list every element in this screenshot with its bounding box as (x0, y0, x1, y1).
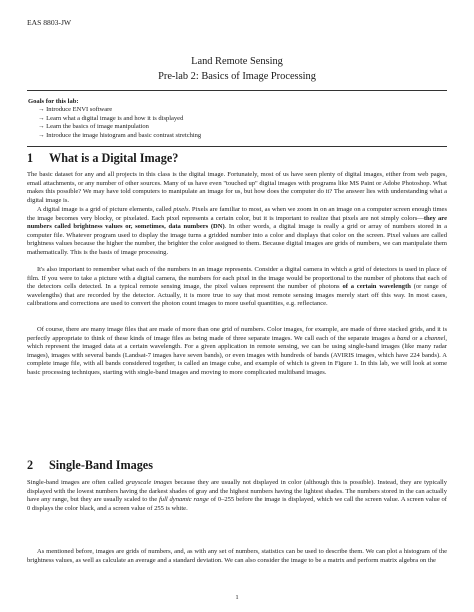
emphasis: full dynamic range (158, 496, 209, 504)
bold-text: of a certain wavelength (342, 283, 411, 291)
emphasis: grayscale images (125, 479, 173, 486)
paragraph: A digital image is a grid of picture elements, called pixels. Pixels are familiar to most, as when we zoom in on an image on a computer screen enough times the image becomes very blocky, or pixelated. Each pixel represents a certain color, but it is important to realize that pixels are not simply colors—they are numbers called brightness values or, sometimes, data numbers (DN). In other words, a digital image is really a grid or array of numbers stored in a computer file. Whatever program used to display the image turns a gridded number into a color and displays that color on the screen. Pixel values are called brightness values because the higher the number, the brighter the color assigned to them. Because digital images are grids of numbers, we can manipulate them mathematically. This is the basis of image processing. (27, 206, 448, 256)
goal-item: → Introduce the image histogram and basic contrast stretching (38, 131, 202, 139)
section-title: Single-Band Images (49, 458, 153, 472)
section-heading-2 (27, 458, 153, 473)
section-title: What is a Digital Image? (49, 151, 179, 165)
goal-item: → Learn the basics of image manipulation (38, 123, 149, 131)
paragraph: It's also important to remember what each of the numbers in an image represents. Consider a digital camera in which a grid of detectors is used in place of film. If you were to take a picture with a digital camera, the numbers for each pixel in the image would be proportional to the number of photons that each of the detectors cells detected. In a typical remote sensing image, the pixel values represent the number of photons of a certain wavelength (or range of wavelengths) that are recorded by the detector. Actually, it is more true to say that most remote sensing images merely start off this way. In most cases, calibrations and corrections are used to convert the photon count images to more useful quantities, e.g. reflectance. (27, 266, 447, 308)
document-subtitle: Pre-lab 2: Basics of Image Processing (158, 71, 316, 82)
bottom-rule (27, 146, 447, 147)
paragraph: As mentioned before, images are grids of numbers, and, as with any set of numbers, statistics can be used to describe them. We can plot a histogram of the brightness values, as well as calculate an average and a standard deviation. We can also consider the image to be a matrix and perform matrix algebra on the (27, 548, 447, 564)
goal-item: → Learn what a digital image is and how it is displayed (38, 114, 184, 122)
section-number: 2 (27, 458, 34, 472)
top-rule (27, 90, 447, 91)
goals-list (38, 106, 201, 140)
bold-text: they are numbers called brightness values or, sometimes, data numbers (DN) (27, 214, 448, 231)
goal-item: → Introduce ENVI software (38, 106, 113, 113)
section-heading-1 (27, 151, 178, 166)
page-number: 1 (235, 594, 239, 601)
emphasis: band (396, 334, 411, 342)
paragraph: The basic dataset for any and all projects in this class is the digital image. Fortunately, most of us have seen plenty of digital images, either from web pages, email attachments, or any number of other sources. Many of us have even "touched up" digital images with programs like MS Paint or Adobe Photoshop. What makes this possible? We may have told computers to manipulate an image for us, but how does the computer do it? The answer lies with understanding what a digital image is. (27, 171, 447, 204)
paragraph: Single-band images are often called grayscale images because they are usually not displayed in color (although this is possible). Instead, they are typically displayed with the lowest numbers having the darkest shades of gray and the highest numbers having the lightest shades. The numbers stored in the can actually have any range, but they are usually scaled to the full dynamic range of 0–255 before the image is displayed, which we call the screen value. A screen value of 0 displays the color black, and a screen value of 255 is white. (27, 479, 447, 512)
course-code: EAS 8803-JW (27, 18, 72, 27)
emphasis: channel (424, 334, 446, 342)
paragraph: Of course, there are many image files that are made of more than one grid of numbers. Color images, for example, are made of three stacked grids, and it is perfectly appropriate to think of these kinds of image files as being made of three separate images. We call each of the separate images a band or a channel, which represent the imaged data at a certain wavelength. For a given application in remote sensing, we can be using single-band images (like many radar images), images with several bands (Landsat-7 images have seven bands), or even images with hundreds of bands (AVIRIS images, which have 224 bands). A complete image file, with all bands considered together, is called an image cube, and example of which is given in Figure 1. In this lab, we will look at some basic processing techniques, starting with single-band images and moving to more complicated multiband images. (27, 326, 447, 376)
section-number: 1 (27, 151, 34, 165)
document-title: Land Remote Sensing (191, 56, 283, 67)
emphasis: pixels (173, 206, 189, 213)
goals-heading: Goals for this lab: (28, 98, 79, 105)
